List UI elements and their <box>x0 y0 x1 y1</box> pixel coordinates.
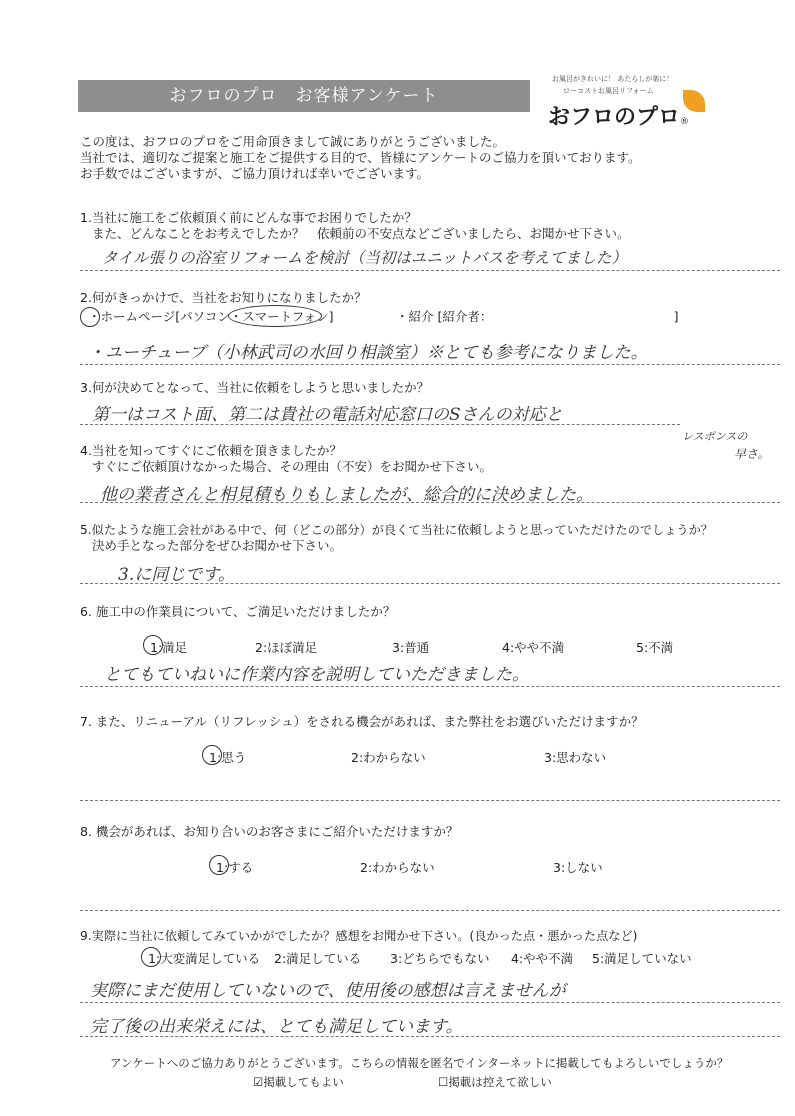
q3-answer-line <box>80 424 680 425</box>
q2-answer-line <box>80 364 780 365</box>
q4-answer-line <box>80 502 780 503</box>
q2-answer: ・ユーチューブ（小林武司の水回り相談室）※とても参考になりました。 <box>88 343 648 363</box>
q9-option-3[interactable]: 3:どちらでもない <box>390 951 490 966</box>
q1-answer-line <box>80 270 780 271</box>
q8-text-1: 8. 機会があれば、お知り合いのお客さまにご紹介いただけますか？ <box>80 824 459 839</box>
intro-line-1: この度は、おフロのプロをご用命頂きまして誠にありがとうございました。 <box>80 134 506 149</box>
q9-option-2[interactable]: 2:満足している <box>274 951 362 966</box>
survey-title: おフロのプロ お客様アンケート <box>169 86 439 106</box>
q4-text-2: すぐにご依頼頂けなかった場合、その理由（不安）をお聞かせ下さい。 <box>92 459 493 474</box>
q5-text-2: 決め手となった部分をぜひお聞かせ下さい。 <box>92 538 343 553</box>
q6-option-3[interactable]: 3:普通 <box>392 640 430 655</box>
publish-yes[interactable] <box>253 1074 344 1090</box>
logo-text: おフロのプロ <box>548 105 681 130</box>
q7-option-3[interactable]: 3:思わない <box>544 750 607 765</box>
q9-text-1: 9.実際に当社に依頼してみていかがでしたか？感想をお聞かせ下さい。(良かった点・悪かった点など) <box>80 929 638 943</box>
intro-line-2: 当社では、適切なご提案と施工をご提供する目的で、皆様にアンケートのご協力を頂いております。 <box>80 150 641 165</box>
intro-line-3: お手数ではございますが、ご協力頂ければ幸いでございます。 <box>80 166 430 181</box>
q9-answer-2: 完了後の出来栄えには、とても満足しています。 <box>90 1017 463 1037</box>
empty-box-icon[interactable]: ☐ <box>438 1075 449 1089</box>
q8-option-1[interactable]: 1:する <box>216 860 254 875</box>
publish-question: アンケートへのご協力ありがとうございます。こちらの情報を匿名でインターネットに掲載してもよろしいでしょうか？ <box>110 1056 729 1070</box>
q8-option-2[interactable]: 2:わからない <box>360 860 435 875</box>
q5-text-1: 5.似たような施工会社がある中で、何（どこの部分）が良くて当社に依頼しようと思っていただけたのでしょうか？ <box>80 523 713 537</box>
q1-text-1: 1.当社に施工をご依頼頂く前にどんな事でお困りでしたか？ <box>80 210 417 225</box>
q8-selected-circle <box>209 855 229 875</box>
q3-answer-note-2: 早さ。 <box>734 447 770 461</box>
q6-option-4[interactable]: 4:やや不満 <box>502 640 565 655</box>
q7-option-1[interactable]: 1:思う <box>209 750 247 765</box>
q7-option-2[interactable]: 2:わからない <box>351 750 426 765</box>
q5-answer: 3.に同じです。 <box>118 565 235 585</box>
tagline-2: ローコストお風呂リフォーム <box>563 87 654 95</box>
checked-box-icon[interactable]: ☑ <box>253 1075 264 1089</box>
q9-selected-circle <box>141 947 161 967</box>
q1-answer: タイル張りの浴室リフォームを検討（当初はユニットバスを考えてました） <box>102 249 627 267</box>
q3-answer-note-1: レスポンスの <box>682 430 748 443</box>
q6-option-1[interactable]: 1:満足 <box>150 640 188 655</box>
q6-option-5[interactable]: 5:不満 <box>636 640 674 655</box>
q4-text-1: 4.当社を知ってすぐにご依頼を頂きましたか？ <box>80 443 342 458</box>
q8-answer-line <box>80 910 780 911</box>
q2-selected-circle-2 <box>228 305 322 327</box>
q9-answer-line-2 <box>80 1036 780 1037</box>
q2-options: ・ホームページ[パソコン・スマートフォン] ・紹介 [紹介者： ] <box>88 309 679 324</box>
q6-selected-circle <box>143 635 163 655</box>
q2-text-1: 2.何がきっかけで、当社をお知りになりましたか？ <box>80 290 367 305</box>
tagline-1: お風呂がきれいに！ あたらしが楽に！ <box>552 75 674 83</box>
header-bar <box>78 80 530 112</box>
q9-answer-1: 実際にまだ使用していないので、使用後の感想は言えませんが <box>90 981 566 1001</box>
publish-no-label: 掲載は控えて欲しい <box>448 1075 552 1089</box>
q7-answer-line <box>80 800 780 801</box>
q4-answer: 他の業者さんと相見積もりもしましたが、総合的に決めました。 <box>100 485 593 505</box>
q6-answer: とてもていねいに作業内容を説明していただきました。 <box>104 665 529 685</box>
q8-option-3[interactable]: 3:しない <box>553 860 603 875</box>
q7-text-1: 7. また、リニューアル（リフレッシュ）をされる機会があれば、また弊社をお選びいただけますか？ <box>80 714 644 729</box>
q7-selected-circle <box>202 745 222 765</box>
logo-registered-mark: ® <box>680 117 690 127</box>
q9-option-5[interactable]: 5:満足していない <box>592 951 692 966</box>
q2-selected-circle-1 <box>80 307 100 327</box>
q3-answer: 第一はコスト面、第二は貴社の電話対応窓口のSさんの対応と <box>92 405 563 425</box>
q6-answer-line <box>80 686 780 687</box>
q1-text-2: また、どんなことをお考えでしたか？ 依頼前の不安点などございましたら、お聞かせ下さい。 <box>92 226 630 241</box>
q3-text-1: 3.何が決めてとなって、当社に依頼をしようと思いましたか？ <box>80 380 430 395</box>
q9-option-1[interactable]: 1:大変満足している <box>148 951 261 966</box>
company-logo <box>548 100 689 131</box>
publish-yes-label: 掲載してもよい <box>263 1075 344 1089</box>
publish-no[interactable] <box>438 1074 552 1090</box>
q6-text-1: 6. 施工中の作業員について、ご満足いただけましたか？ <box>80 604 396 619</box>
q6-option-2[interactable]: 2:ほぼ満足 <box>255 640 318 655</box>
q9-answer-line-1 <box>80 1002 780 1003</box>
q5-answer-line <box>80 583 780 584</box>
q9-option-4[interactable]: 4:やや不満 <box>511 951 574 966</box>
